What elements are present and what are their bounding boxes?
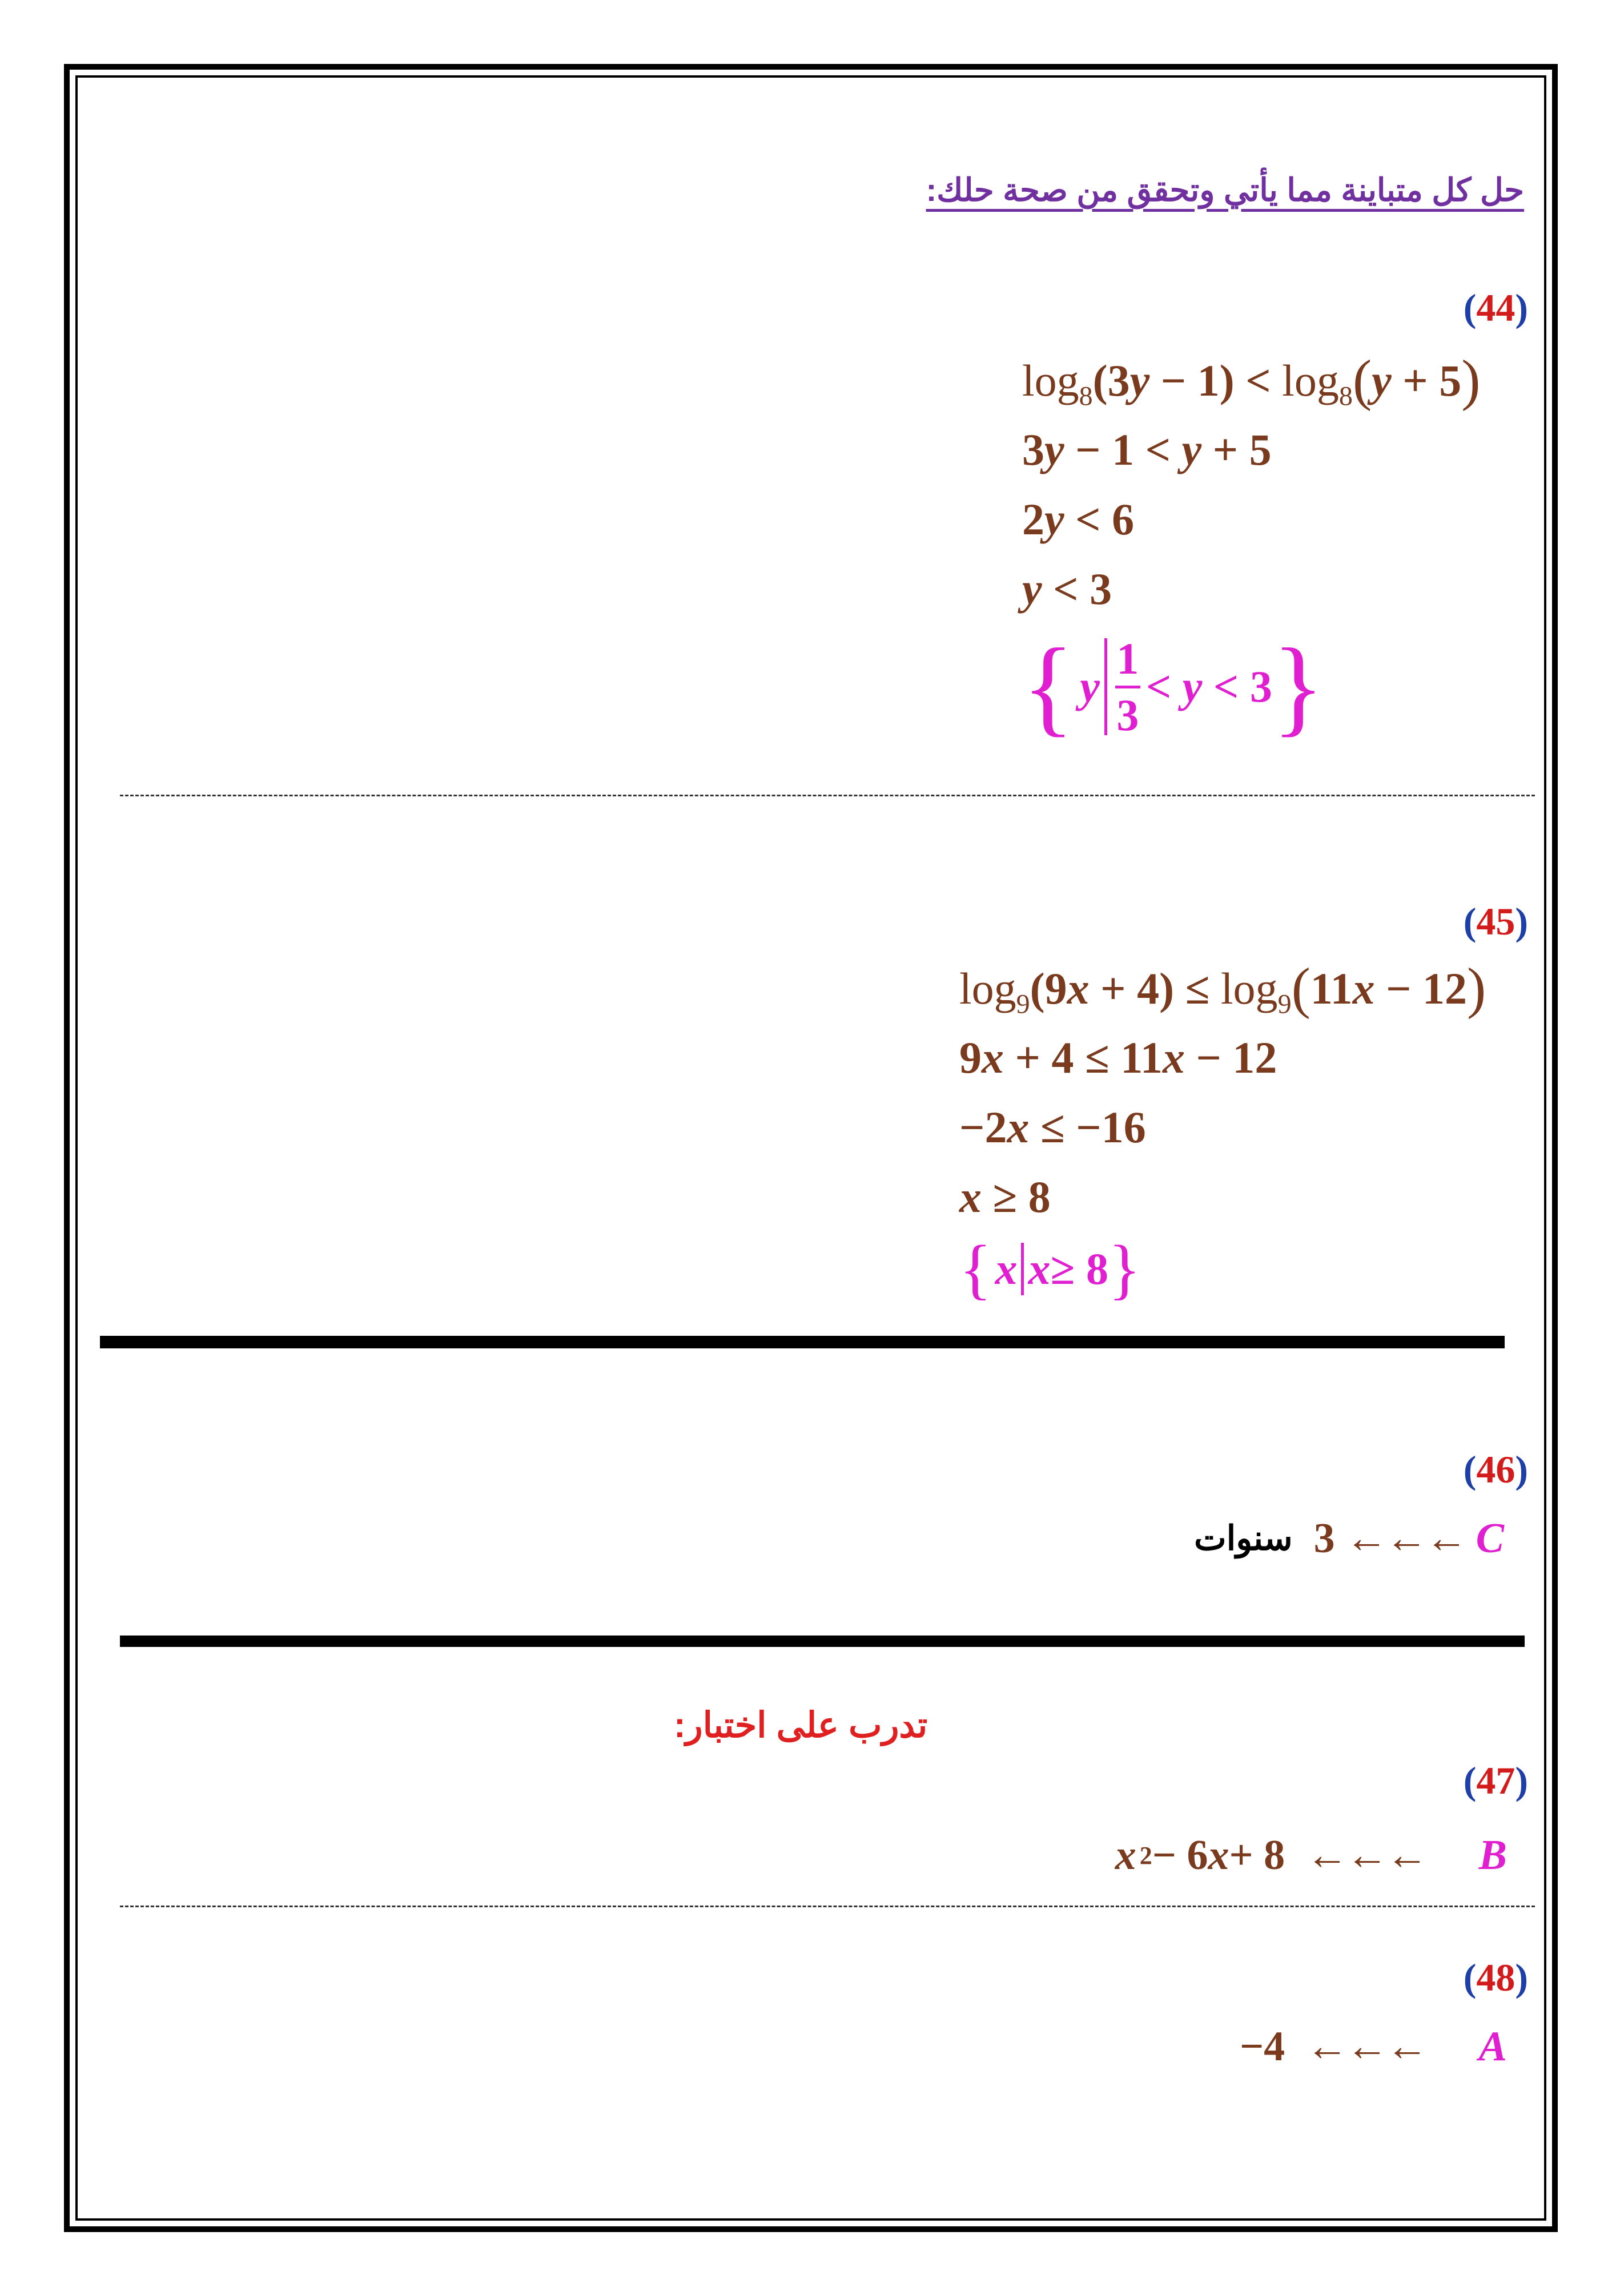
question-44-solution bbox=[1022, 345, 1481, 750]
question-45-number-value: 45 bbox=[1476, 900, 1516, 943]
question-44-number-value: 44 bbox=[1476, 286, 1516, 329]
q45-line-1: $\log_9(9x + 4) \le \log_9(11x - 12)$ bbox=[959, 956, 1486, 1020]
divider-dashed-1 bbox=[120, 795, 1535, 796]
q45-line-4: x ≥ 8 bbox=[959, 1172, 1051, 1222]
question-47-number-value: 47 bbox=[1476, 1759, 1516, 1802]
q48-arrows: ←←← bbox=[1306, 2023, 1426, 2070]
q44-fraction: 1 3 bbox=[1115, 637, 1140, 738]
question-45-number: (45) bbox=[1463, 900, 1528, 943]
q48-value: −4 bbox=[1239, 2023, 1285, 2070]
divider-thick-2 bbox=[120, 1636, 1525, 1647]
question-44-number: (44) bbox=[1463, 286, 1528, 329]
page-heading: حل كل متباينة مما يأتي وتحقق من صحة حلك: bbox=[926, 172, 1524, 208]
question-45-solution bbox=[959, 953, 1486, 1306]
q44-line-1: $\log_8(3y - 1) < \log_8(y + 5)$ bbox=[1022, 348, 1481, 412]
q47-answer: x 2 − 6 x + 8 ←←← B bbox=[1115, 1831, 1507, 1879]
q47-letter: B bbox=[1478, 1831, 1507, 1879]
q44-line-2: 3y − 1 < y + 5 bbox=[1022, 425, 1272, 474]
q48-answer bbox=[1240, 2015, 1507, 2078]
q46-arrows: ←←← bbox=[1345, 1514, 1466, 1562]
q46-unit: سنوات bbox=[1194, 1519, 1293, 1557]
q44-line-4: y < 3 bbox=[1022, 564, 1112, 614]
question-46-number-value: 46 bbox=[1476, 1448, 1516, 1491]
question-46-number: (46) bbox=[1463, 1448, 1528, 1491]
question-48-number-value: 48 bbox=[1476, 1956, 1516, 1999]
q45-line-3: −2x ≤ −16 bbox=[959, 1102, 1146, 1152]
q46-value: 3 bbox=[1313, 1514, 1335, 1562]
divider-thick-1 bbox=[100, 1336, 1505, 1348]
q44-solution-set: { y 1 3 < y < 3 } bbox=[1022, 627, 1325, 747]
q46-answer bbox=[1194, 1507, 1504, 1570]
practice-heading: تدرب على اختبار: bbox=[674, 1706, 928, 1745]
q46-letter: C bbox=[1476, 1514, 1504, 1562]
q48-letter: A bbox=[1478, 2023, 1507, 2070]
q44-line-3: 2y < 6 bbox=[1022, 494, 1135, 544]
q45-line-2: 9x + 4 ≤ 11x − 12 bbox=[959, 1033, 1277, 1082]
divider-dashed-2 bbox=[120, 1906, 1535, 1907]
q45-solution-set: { x x ≥ 8 } bbox=[959, 1231, 1141, 1306]
question-48-number: (48) bbox=[1463, 1956, 1528, 1999]
question-47-number: (47) bbox=[1463, 1759, 1528, 1802]
q47-arrows: ←←← bbox=[1306, 1831, 1426, 1879]
